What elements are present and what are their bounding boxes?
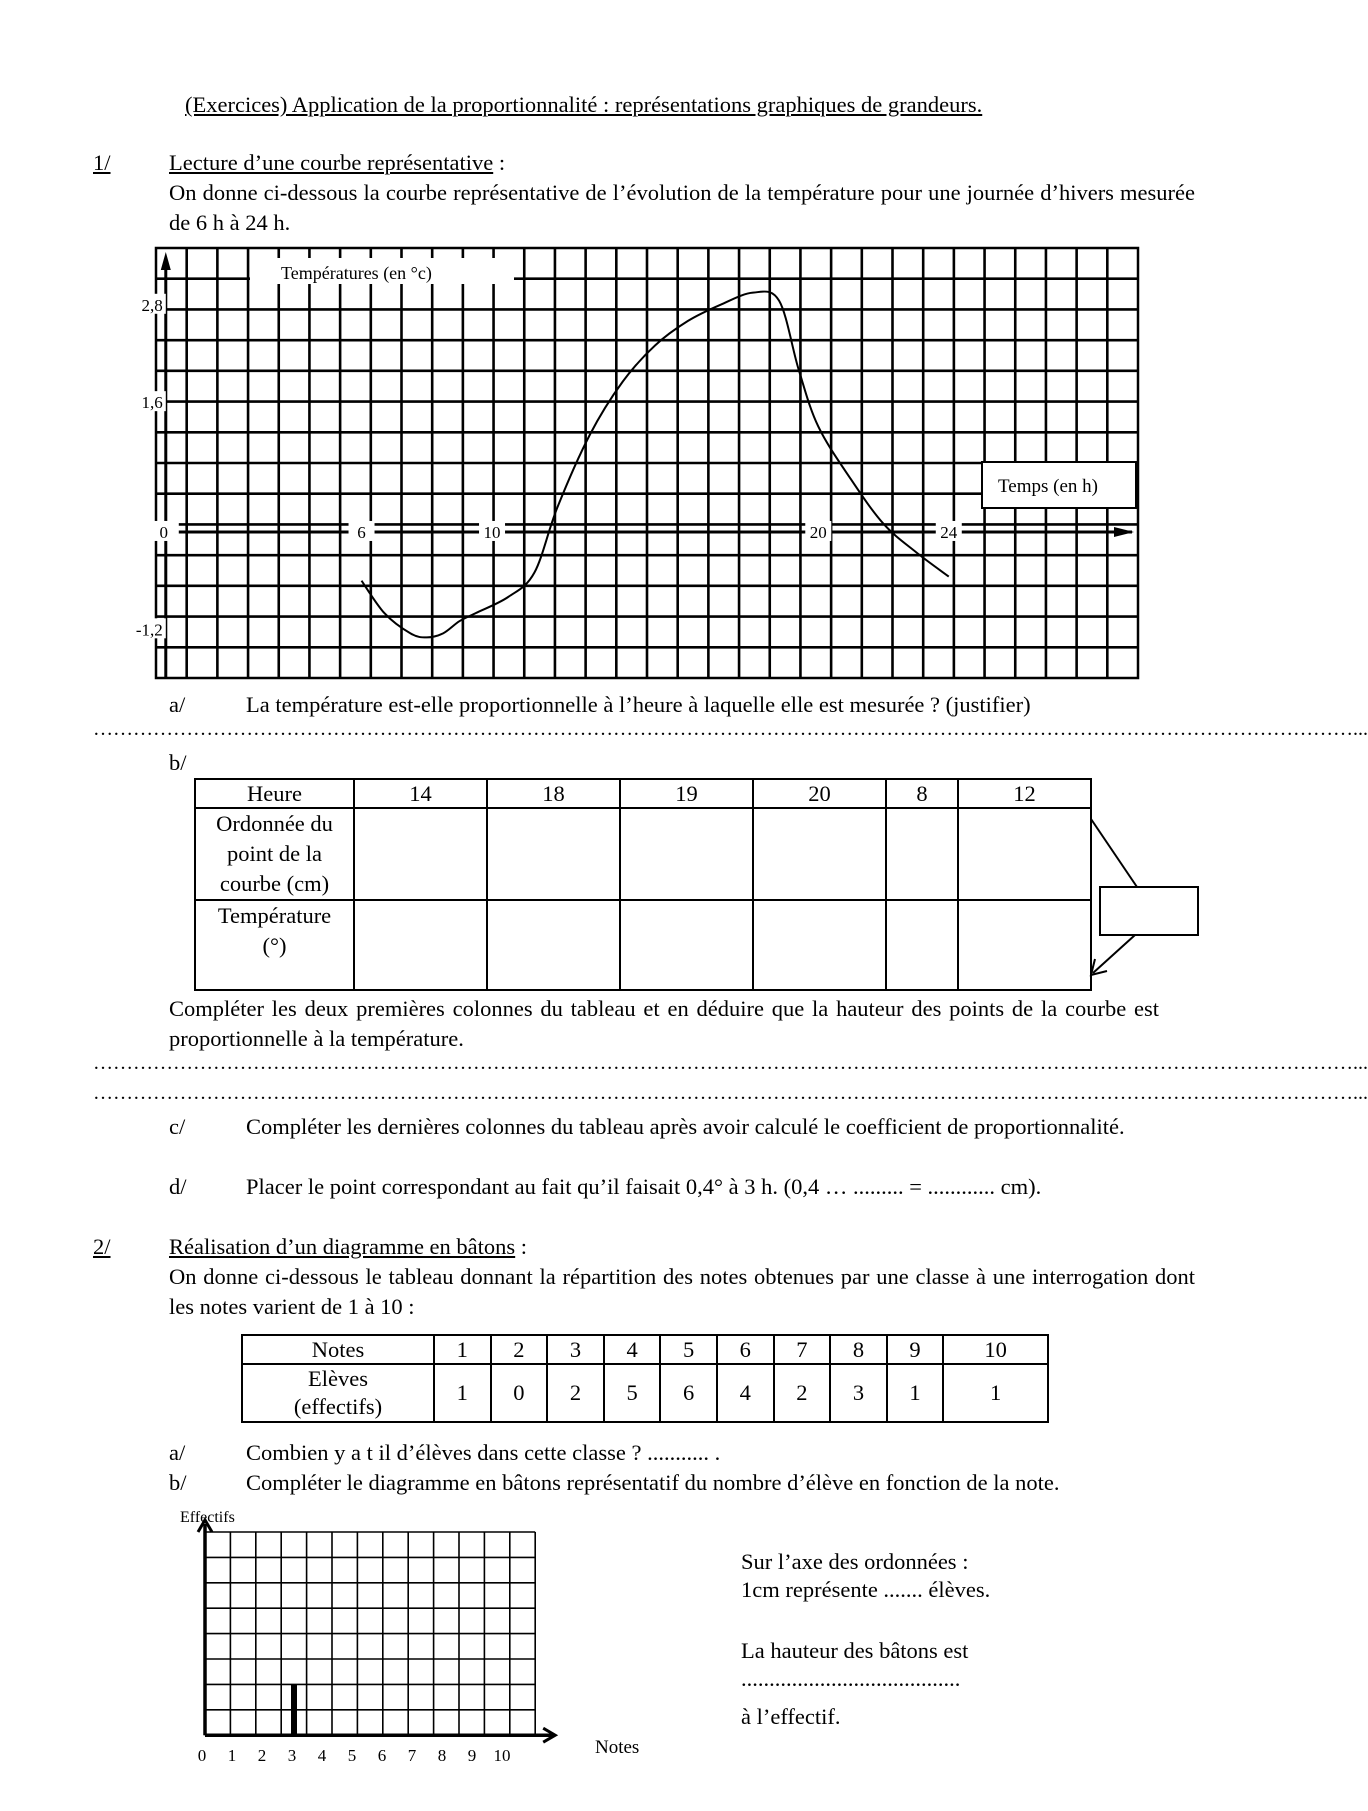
notes-table [241, 1334, 1049, 1423]
side-note-line4: ....................................... [741, 1666, 961, 1691]
ex2-intro: On donne ci-dessous le tableau donnant la répartition des notes obtenues par une classe à une interrogation dont les notes varient de 1 à 10 : [169, 1264, 1195, 1319]
hour-cell: 20 [753, 779, 886, 808]
ex1-heading: Lecture d’une courbe représentative : [169, 150, 506, 175]
y-tick-label: 1,6 [141, 393, 163, 413]
temperature-cell[interactable] [354, 900, 487, 990]
effectif-cell: 5 [604, 1364, 661, 1422]
note-cell: 10 [943, 1335, 1048, 1364]
coefficient-box[interactable] [1100, 887, 1198, 935]
note-cell: 2 [491, 1335, 548, 1364]
ordonnee-cell[interactable] [958, 808, 1091, 900]
answer-dotline: ………………………………………………………………………………………………………………………………………………………………………... [93, 1052, 1368, 1074]
note-cell: 3 [547, 1335, 604, 1364]
ex1-c-text: Compléter les dernières colonnes du tableau après avoir calculé le coefficient de proportionnalité. [246, 1114, 1125, 1139]
note-cell: 8 [830, 1335, 887, 1364]
temperature-cell[interactable] [487, 900, 620, 990]
effectif-cell: 6 [660, 1364, 717, 1422]
row-label-temperature: Température (°) [195, 900, 354, 990]
side-note-line1: Sur l’axe des ordonnées : [741, 1549, 969, 1574]
x-axis-label: Notes [595, 1737, 640, 1758]
temperature-chart [135, 246, 1142, 683]
row-label-eleves: Elèves (effectifs) [242, 1364, 434, 1422]
bar-note-3 [291, 1684, 297, 1735]
bar-chart-tick-labels [198, 1746, 511, 1765]
bar-chart-grid [205, 1532, 535, 1735]
x-tick-label: 24 [940, 522, 958, 542]
effectif-cell: 1 [943, 1364, 1048, 1422]
temperature-cell[interactable] [753, 900, 886, 990]
ordonnee-cell[interactable] [753, 808, 886, 900]
ex1-c-label: c/ [169, 1114, 186, 1139]
x-tick-label: 8 [437, 1746, 447, 1766]
ex2-number: 2/ [93, 1234, 111, 1259]
note-cell: 1 [434, 1335, 491, 1364]
effectif-cell: 1 [887, 1364, 944, 1422]
hour-cell: 12 [958, 779, 1091, 808]
side-note-line3: La hauteur des bâtons est [741, 1638, 969, 1663]
bar-chart-bars [291, 1684, 297, 1735]
ordonnee-cell[interactable] [354, 808, 487, 900]
ex2-a-label: a/ [169, 1440, 186, 1465]
hour-cell: 18 [487, 779, 620, 808]
y-axis-label: Températures (en °c) [281, 263, 432, 283]
x-tick-label: 0 [197, 1746, 207, 1766]
hour-cell: 14 [354, 779, 487, 808]
ex1-d-label: d/ [169, 1174, 187, 1199]
x-tick-label: 2 [257, 1746, 267, 1766]
ex1-d-text: Placer le point correspondant au fait qu’il faisait 0,4° à 3 h. (0,4 … ......... = ............ cm). [246, 1174, 1042, 1199]
note-cell: 5 [660, 1335, 717, 1364]
effectif-cell: 0 [491, 1364, 548, 1422]
temperature-table [194, 778, 1092, 991]
note-cell: 4 [604, 1335, 661, 1364]
page-title: (Exercices) Application de la proportionnalité : représentations graphiques de grandeurs. [185, 92, 983, 117]
ex1-b-label: b/ [169, 750, 187, 775]
row-label-ordonnee: Ordonnée du point de la courbe (cm) [195, 808, 354, 900]
ordonnee-cell[interactable] [886, 808, 958, 900]
effectif-cell: 2 [547, 1364, 604, 1422]
answer-dotline: ………………………………………………………………………………………………………………………………………………………………………... [93, 718, 1368, 740]
x-tick-label: 10 [483, 522, 501, 542]
x-tick-label: 20 [809, 522, 827, 542]
x-axis-label: Temps (en h) [998, 476, 1098, 497]
coefficient-arrow [1085, 815, 1205, 985]
ex1-b-text: Compléter les deux premières colonnes du tableau et en déduire que la hauteur des points de la courbe est proportionnelle à la température. [169, 996, 1159, 1051]
effectif-cell: 2 [774, 1364, 831, 1422]
bar-chart [170, 1502, 640, 1802]
hour-cell: 19 [620, 779, 753, 808]
side-note-line2: 1cm représente ....... élèves. [741, 1577, 991, 1602]
effectif-cell: 1 [434, 1364, 491, 1422]
bar-chart-axes [198, 1520, 555, 1742]
effectif-cell: 4 [717, 1364, 774, 1422]
y-tick-label: -1,2 [135, 620, 163, 640]
x-tick-label: 6 [377, 1746, 387, 1766]
ex1-intro: On donne ci-dessous la courbe représentative de l’évolution de la température pour une journée d’hivers mesurée de 6 h à 24 h. [169, 180, 1195, 235]
ex1-a-label: a/ [169, 692, 186, 717]
x-tick-label: 1 [227, 1746, 237, 1766]
row-label-notes: Notes [242, 1335, 434, 1364]
hour-cell: 8 [886, 779, 958, 808]
y-axis-label: Effectifs [180, 1509, 235, 1526]
y-tick-label: 2,8 [141, 295, 163, 315]
ex2-b-label: b/ [169, 1470, 187, 1495]
row-label-heure: Heure [195, 779, 354, 808]
ex2-b-text: Compléter le diagramme en bâtons représentatif du nombre d’élève en fonction de la note. [246, 1470, 1060, 1495]
x-tick-label: 0 [159, 522, 169, 542]
answer-dotline: ………………………………………………………………………………………………………………………………………………………………………... [93, 1082, 1368, 1104]
note-cell: 9 [887, 1335, 944, 1364]
x-tick-label: 9 [467, 1746, 477, 1766]
ex1-number: 1/ [93, 150, 111, 175]
x-tick-label: 3 [287, 1746, 297, 1766]
ex2-heading: Réalisation d’un diagramme en bâtons : [169, 1234, 528, 1259]
side-note-line5: à l’effectif. [741, 1704, 841, 1729]
temperature-cell[interactable] [958, 900, 1091, 990]
x-tick-label: 5 [347, 1746, 357, 1766]
temperature-cell[interactable] [886, 900, 958, 990]
temperature-cell[interactable] [620, 900, 753, 990]
x-tick-label: 7 [407, 1746, 417, 1766]
ordonnee-cell[interactable] [487, 808, 620, 900]
effectif-cell: 3 [830, 1364, 887, 1422]
x-tick-label: 6 [357, 522, 366, 542]
note-cell: 6 [717, 1335, 774, 1364]
ex2-a-text: Combien y a t il d’élèves dans cette classe ? ........... . [246, 1440, 721, 1465]
note-cell: 7 [774, 1335, 831, 1364]
x-tick-label: 4 [317, 1746, 327, 1766]
x-tick-label: 10 [493, 1746, 511, 1766]
ordonnee-cell[interactable] [620, 808, 753, 900]
ex1-a-text: La température est-elle proportionnelle à l’heure à laquelle elle est mesurée ? (justifier) [246, 692, 1031, 717]
